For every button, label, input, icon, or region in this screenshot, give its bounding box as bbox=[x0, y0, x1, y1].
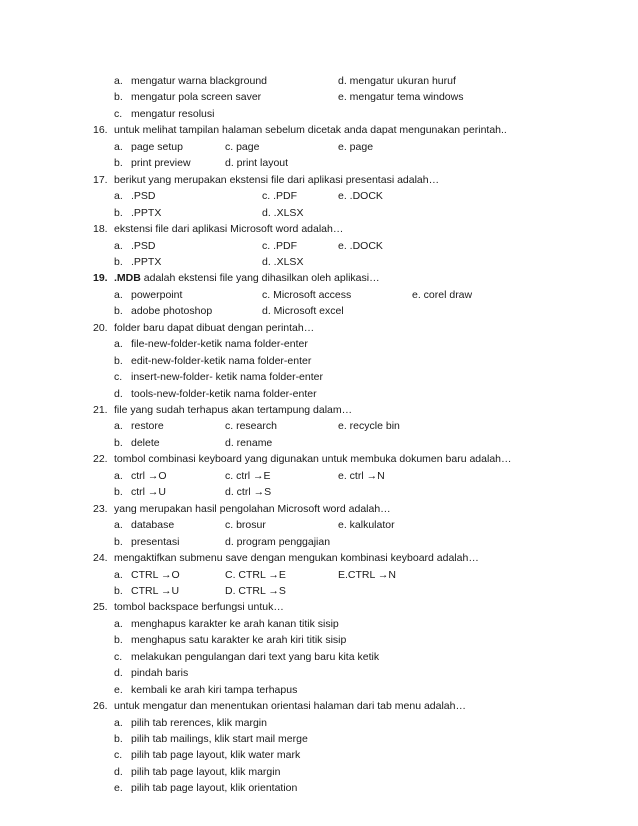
question-number: 26. bbox=[93, 700, 108, 713]
option-row bbox=[0, 649, 638, 665]
option-row bbox=[0, 89, 638, 105]
option-text: d. .XLSX bbox=[262, 206, 304, 219]
option-text: e. recycle bin bbox=[338, 420, 400, 433]
option-text: print preview bbox=[131, 157, 191, 170]
option-text: d. .XLSX bbox=[262, 255, 304, 268]
option-text: melakukan pengulangan dari text yang baru kita ketik bbox=[131, 650, 380, 663]
option-text: e. mengatur tema windows bbox=[338, 91, 464, 104]
option-letter: c. bbox=[114, 749, 123, 762]
question-text bbox=[114, 501, 391, 517]
option-letter: b. bbox=[114, 733, 123, 745]
option-text: delete bbox=[131, 436, 160, 449]
question-body: adalah ekstensi file yang dihasilkan oleh aplikasi… bbox=[143, 272, 380, 285]
option-row bbox=[0, 303, 638, 319]
option-letter: a. bbox=[114, 519, 123, 532]
question-number: 25. bbox=[93, 601, 108, 614]
option-text: menghapus satu karakter ke arah kiri titik sisip bbox=[131, 634, 347, 647]
question-text bbox=[114, 320, 314, 336]
option-row bbox=[0, 468, 638, 484]
option-letter: b. bbox=[114, 255, 123, 268]
option-letter: e. bbox=[114, 782, 123, 795]
option-row bbox=[0, 353, 638, 369]
option-letter: a. bbox=[114, 568, 123, 581]
option-row bbox=[0, 567, 638, 583]
option-text: file-new-folder-ketik nama folder-enter bbox=[131, 338, 308, 351]
option-row bbox=[0, 764, 638, 780]
option-text: d. mengatur ukuran huruf bbox=[338, 75, 456, 87]
question-row bbox=[0, 402, 638, 418]
option-row bbox=[0, 336, 638, 352]
option-row bbox=[0, 205, 638, 221]
question-text bbox=[114, 402, 352, 418]
question-text bbox=[114, 599, 284, 615]
option-text: tools-new-folder-ketik nama folder-enter bbox=[131, 387, 317, 400]
question-text bbox=[114, 451, 512, 467]
option-letter: b. bbox=[114, 535, 123, 548]
question-text bbox=[114, 550, 479, 566]
option-row bbox=[0, 534, 638, 550]
option-letter: c. bbox=[114, 371, 123, 384]
option-letter: b. bbox=[114, 305, 123, 318]
option-text: e. kalkulator bbox=[338, 519, 395, 532]
option-text: powerpoint bbox=[131, 288, 183, 301]
option-row bbox=[0, 73, 638, 89]
option-letter: b. bbox=[114, 91, 123, 104]
option-row bbox=[0, 287, 638, 303]
question-number: 17. bbox=[93, 173, 108, 186]
question-body: ekstensi file dari aplikasi Microsoft word adalah… bbox=[114, 223, 344, 236]
option-text: c. .PDF bbox=[262, 190, 298, 203]
option-row bbox=[0, 484, 638, 500]
question-row bbox=[0, 698, 638, 714]
option-letter: b. bbox=[114, 354, 123, 367]
option-letter: a. bbox=[114, 239, 123, 252]
option-letter: a. bbox=[114, 420, 123, 433]
option-row bbox=[0, 747, 638, 763]
option-text: c. Microsoft access bbox=[262, 288, 352, 301]
option-row bbox=[0, 616, 638, 632]
question-text bbox=[114, 122, 507, 138]
option-text: kembali ke arah kiri tampa terhapus bbox=[131, 683, 298, 696]
question-number: 19. bbox=[93, 272, 108, 285]
option-text: menghapus karakter ke arah kanan titik sisip bbox=[131, 617, 339, 630]
option-text: page setup bbox=[131, 140, 183, 153]
question-row bbox=[0, 451, 638, 467]
option-letter: a. bbox=[114, 75, 123, 87]
option-text: c. page bbox=[225, 140, 260, 153]
question-number: 23. bbox=[93, 502, 108, 515]
option-letter: a. bbox=[114, 617, 123, 630]
option-row bbox=[0, 238, 638, 254]
option-text: pindah baris bbox=[131, 667, 189, 680]
question-row bbox=[0, 599, 638, 615]
option-text: restore bbox=[131, 420, 164, 433]
option-letter: c. bbox=[114, 107, 123, 120]
option-row bbox=[0, 106, 638, 122]
option-text: c. ctrl →E bbox=[225, 469, 271, 482]
question-body: berikut yang merupakan ekstensi file dari aplikasi presentasi adalah… bbox=[114, 173, 440, 186]
question-number: 22. bbox=[93, 453, 108, 466]
option-text: .PPTX bbox=[131, 206, 162, 219]
option-row bbox=[0, 715, 638, 731]
question-row bbox=[0, 550, 638, 566]
option-row bbox=[0, 418, 638, 434]
option-text: pilih tab page layout, klik water mark bbox=[131, 749, 301, 762]
question-text bbox=[114, 221, 343, 237]
option-row bbox=[0, 254, 638, 270]
option-text: c. research bbox=[225, 420, 277, 433]
option-letter: b. bbox=[114, 206, 123, 219]
option-text: .PSD bbox=[131, 239, 156, 252]
option-text: e. page bbox=[338, 140, 374, 153]
question-text bbox=[114, 698, 466, 714]
option-text: mengatur warna blackground bbox=[131, 75, 267, 87]
option-text: .PSD bbox=[131, 190, 156, 203]
option-letter: e. bbox=[114, 683, 123, 696]
option-text: CTRL →U bbox=[131, 584, 180, 597]
option-row bbox=[0, 780, 638, 796]
option-text: pilih tab rerences, klik margin bbox=[131, 716, 267, 729]
question-number: 18. bbox=[93, 223, 108, 236]
question-row bbox=[0, 221, 638, 237]
option-text: database bbox=[131, 519, 175, 532]
option-text: e. corel draw bbox=[412, 288, 473, 301]
question-body: untuk mengatur dan menentukan orientasi halaman dari tab menu adalah… bbox=[114, 700, 466, 713]
option-text: adobe photoshop bbox=[131, 305, 213, 318]
option-letter: a. bbox=[114, 190, 123, 203]
question-number: 20. bbox=[93, 321, 108, 334]
option-letter: a. bbox=[114, 469, 123, 482]
option-row bbox=[0, 665, 638, 681]
option-row bbox=[0, 369, 638, 385]
option-row bbox=[0, 386, 638, 402]
option-text: pilih tab mailings, klik start mail merge bbox=[131, 733, 308, 745]
question-body: untuk melihat tampilan halaman sebelum dicetak anda dapat mengunakan perintah.. bbox=[114, 124, 507, 137]
question-body: tombol backspace berfungsi untuk… bbox=[114, 601, 284, 614]
option-letter: b. bbox=[114, 486, 123, 499]
question-text bbox=[114, 270, 380, 286]
question-body: file yang sudah terhapus akan tertampung dalam… bbox=[114, 404, 353, 416]
option-text: d. program penggajian bbox=[225, 535, 331, 548]
question-number: 24. bbox=[93, 552, 108, 565]
option-letter: d. bbox=[114, 387, 123, 400]
option-text: CTRL →O bbox=[131, 568, 180, 581]
option-text: pilih tab page layout, klik margin bbox=[131, 765, 281, 778]
option-row bbox=[0, 155, 638, 171]
option-row bbox=[0, 435, 638, 451]
question-number: 16. bbox=[93, 124, 108, 137]
option-text: mengatur resolusi bbox=[131, 107, 215, 120]
option-text: presentasi bbox=[131, 535, 180, 548]
option-row bbox=[0, 583, 638, 599]
question-row bbox=[0, 501, 638, 517]
option-text: D. CTRL →S bbox=[225, 584, 286, 597]
option-letter: b. bbox=[114, 584, 123, 597]
option-text: d. Microsoft excel bbox=[262, 305, 344, 318]
option-row bbox=[0, 731, 638, 747]
question-number: 21. bbox=[93, 404, 108, 416]
option-letter: a. bbox=[114, 338, 123, 351]
option-letter: d. bbox=[114, 667, 123, 680]
option-letter: b. bbox=[114, 634, 123, 647]
question-row bbox=[0, 122, 638, 138]
option-text: d. rename bbox=[225, 436, 273, 449]
question-body: tombol combinasi keyboard yang digunakan untuk membuka dokumen baru adalah… bbox=[114, 453, 512, 466]
option-letter: d. bbox=[114, 765, 123, 778]
question-row bbox=[0, 270, 638, 286]
option-letter: b. bbox=[114, 157, 123, 170]
option-text: e. ctrl →N bbox=[338, 469, 385, 482]
option-row bbox=[0, 682, 638, 698]
option-row bbox=[0, 632, 638, 648]
option-text: edit-new-folder-ketik nama folder-enter bbox=[131, 354, 312, 367]
option-text: ctrl →O bbox=[131, 469, 167, 482]
option-text: .PPTX bbox=[131, 255, 162, 268]
option-text: pilih tab page layout, klik orientation bbox=[131, 782, 298, 795]
option-text: insert-new-folder- ketik nama folder-enter bbox=[131, 371, 323, 384]
question-body: mengaktifkan submenu save dengan mengukan kombinasi keyboard adalah… bbox=[114, 552, 479, 565]
question-text bbox=[114, 172, 439, 188]
option-text: d. print layout bbox=[225, 157, 289, 170]
question-body: yang merupakan hasil pengolahan Microsoft word adalah… bbox=[114, 502, 391, 515]
option-text: E.CTRL →N bbox=[338, 568, 396, 581]
option-text: ctrl →U bbox=[131, 486, 166, 499]
option-text: e. .DOCK bbox=[338, 239, 383, 252]
option-text: C. CTRL →E bbox=[225, 568, 286, 581]
option-row bbox=[0, 139, 638, 155]
option-letter: a. bbox=[114, 288, 123, 301]
option-letter: c. bbox=[114, 650, 123, 663]
option-row bbox=[0, 517, 638, 533]
question-body: folder baru dapat dibuat dengan perintah… bbox=[114, 321, 315, 334]
option-text: e. .DOCK bbox=[338, 190, 383, 203]
option-text: d. ctrl →S bbox=[225, 486, 272, 499]
option-text: c. brosur bbox=[225, 519, 266, 532]
question-row bbox=[0, 172, 638, 188]
option-text: mengatur pola screen saver bbox=[131, 91, 262, 104]
question-row bbox=[0, 320, 638, 336]
option-letter: a. bbox=[114, 140, 123, 153]
question-lead: .MDB bbox=[114, 272, 141, 285]
option-letter: a. bbox=[114, 716, 123, 729]
option-row bbox=[0, 188, 638, 204]
option-letter: b. bbox=[114, 436, 123, 449]
option-text: c. .PDF bbox=[262, 239, 298, 252]
